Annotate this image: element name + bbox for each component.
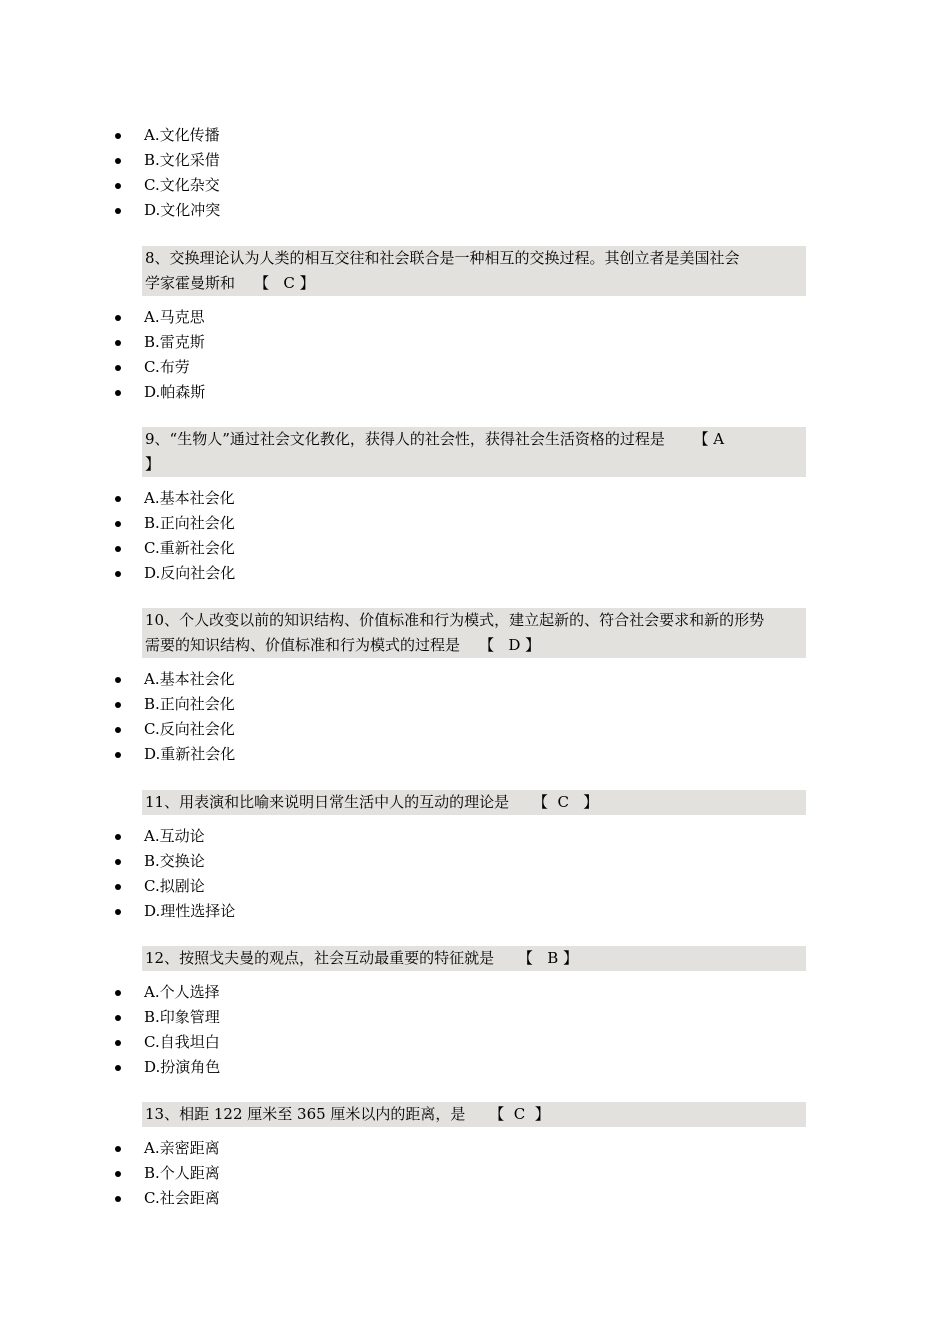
bullet-icon xyxy=(115,365,121,371)
question-text: 9、“生物人”通过社会文化教化，获得人的社会性，获得社会生活资格的过程是 xyxy=(145,430,665,448)
list-item: D.文化冲突 xyxy=(0,198,950,223)
list-item: B.正向社会化 xyxy=(0,692,950,717)
option-list xyxy=(0,667,950,767)
bullet-icon xyxy=(115,1146,121,1152)
answer-bracket: 【 C 】 xyxy=(235,274,315,292)
list-item: B.正向社会化 xyxy=(0,511,950,536)
list-item: A.基本社会化 xyxy=(0,667,950,692)
bullet-icon xyxy=(115,158,121,164)
question-9 xyxy=(142,427,806,477)
option-list xyxy=(0,305,950,405)
answer-bracket: 【 C 】 xyxy=(465,1105,550,1123)
bullet-icon xyxy=(115,521,121,527)
list-item: A.文化传播 xyxy=(0,123,950,148)
bullet-icon xyxy=(115,677,121,683)
bullet-icon xyxy=(115,133,121,139)
option-list xyxy=(0,123,950,223)
list-item: A.亲密距离 xyxy=(0,1136,950,1161)
bullet-icon xyxy=(115,183,121,189)
question-12 xyxy=(142,946,806,971)
list-item: D.扮演角色 xyxy=(0,1055,950,1080)
list-item: B.雷克斯 xyxy=(0,330,950,355)
list-item: D.重新社会化 xyxy=(0,742,950,767)
list-item: D.理性选择论 xyxy=(0,899,950,924)
question-text: 13、相距 122 厘米至 365 厘米以内的距离，是 xyxy=(145,1105,466,1123)
question-11 xyxy=(142,790,806,815)
list-item: B.文化采借 xyxy=(0,148,950,173)
list-item: C.自我坦白 xyxy=(0,1030,950,1055)
list-item: D.反向社会化 xyxy=(0,561,950,586)
question-10 xyxy=(142,608,806,658)
list-item: C.社会距离 xyxy=(0,1186,950,1211)
list-item: A.个人选择 xyxy=(0,980,950,1005)
bullet-icon xyxy=(115,496,121,502)
list-item: C.反向社会化 xyxy=(0,717,950,742)
bullet-icon xyxy=(115,1065,121,1071)
list-item: B.个人距离 xyxy=(0,1161,950,1186)
list-item: A.互动论 xyxy=(0,824,950,849)
bullet-icon xyxy=(115,859,121,865)
bullet-icon xyxy=(115,390,121,396)
list-item: C.拟剧论 xyxy=(0,874,950,899)
bullet-icon xyxy=(115,571,121,577)
answer-bracket: 【 A xyxy=(664,430,725,448)
list-item: C.布劳 xyxy=(0,355,950,380)
option-list xyxy=(0,486,950,586)
list-item: B.印象管理 xyxy=(0,1005,950,1030)
bullet-icon xyxy=(115,315,121,321)
bullet-icon xyxy=(115,1196,121,1202)
bullet-icon xyxy=(115,884,121,890)
question-13 xyxy=(142,1102,806,1127)
question-text: 8、交换理论认为人类的相互交往和社会联合是一种相互的交换过程。其创立者是美国社会 xyxy=(145,249,740,267)
list-item: C.文化杂交 xyxy=(0,173,950,198)
list-item: D.帕森斯 xyxy=(0,380,950,405)
list-item: B.交换论 xyxy=(0,849,950,874)
list-item: C.重新社会化 xyxy=(0,536,950,561)
option-list xyxy=(0,1136,950,1211)
bullet-icon xyxy=(115,752,121,758)
bullet-icon xyxy=(115,909,121,915)
bullet-icon xyxy=(115,546,121,552)
bullet-icon xyxy=(115,1015,121,1021)
question-text: 学家霍曼斯和 xyxy=(145,274,236,292)
question-8 xyxy=(142,246,806,296)
bullet-icon xyxy=(115,208,121,214)
bullet-icon xyxy=(115,834,121,840)
option-list xyxy=(0,980,950,1080)
question-text: 10、个人改变以前的知识结构、价值标准和行为模式，建立起新的、符合社会要求和新的形势 xyxy=(145,611,765,629)
answer-bracket: 【 C 】 xyxy=(509,793,599,811)
question-text: 12、按照戈夫曼的观点，社会互动最重要的特征就是 xyxy=(145,949,495,967)
bullet-icon xyxy=(115,340,121,346)
bullet-icon xyxy=(115,990,121,996)
list-item: A.马克思 xyxy=(0,305,950,330)
bullet-icon xyxy=(115,1171,121,1177)
bullet-icon xyxy=(115,1040,121,1046)
question-text: 11、用表演和比喻来说明日常生活中人的互动的理论是 xyxy=(145,793,510,811)
option-list xyxy=(0,824,950,924)
answer-bracket: 【 D 】 xyxy=(460,636,541,654)
question-text: 】 xyxy=(145,455,161,473)
bullet-icon xyxy=(115,702,121,708)
list-item: A.基本社会化 xyxy=(0,486,950,511)
answer-bracket: 【 B 】 xyxy=(494,949,579,967)
bullet-icon xyxy=(115,727,121,733)
question-text: 需要的知识结构、价值标准和行为模式的过程是 xyxy=(145,636,461,654)
